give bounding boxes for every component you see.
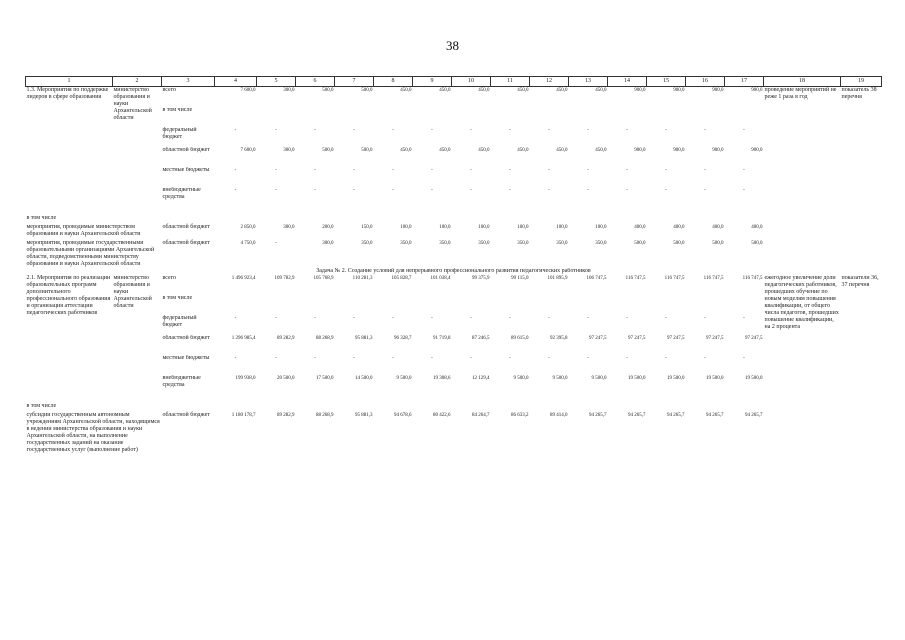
amount-cell: - [392, 316, 394, 321]
amount-cell: 450,0 [439, 148, 451, 153]
amount-cell: 900,0 [634, 148, 646, 153]
amount-cell: - [392, 188, 394, 193]
empty-cell [413, 295, 452, 315]
amount-cell: - [431, 188, 433, 193]
amount-cell: 450,0 [556, 88, 568, 93]
amount-cell: - [234, 356, 237, 361]
sub-event-name: мероприятия, проводимые государственными образовательными организациями Архангельской области, подведомственными министерству образования и науки Архангельской области [26, 240, 155, 267]
amount-cell: - [548, 168, 550, 173]
amount-cell: 1 180 178,7 [231, 413, 256, 418]
amount-cell: 97 247,5 [706, 336, 724, 341]
funding-source: областной бюджет [162, 412, 210, 418]
funding-source: областной бюджет [162, 335, 210, 341]
amount-cell: - [626, 168, 628, 173]
amount-cell: - [743, 356, 745, 361]
column-header-6: 6 [296, 77, 335, 87]
table-row [26, 275, 882, 295]
empty-cell [374, 295, 413, 315]
amount-cell: 300,0 [283, 225, 295, 230]
amount-cell: - [743, 316, 745, 321]
column-header-12: 12 [530, 77, 569, 87]
column-header-17: 17 [725, 77, 764, 87]
amount-cell: 100,0 [439, 225, 451, 230]
table-row [26, 207, 882, 222]
empty-cell [491, 295, 530, 315]
amount-cell: - [626, 356, 628, 361]
amount-cell: 88 268,9 [316, 413, 334, 418]
amount-cell: 350,0 [361, 241, 373, 246]
table-row [26, 395, 882, 410]
amount-cell: 7 600,0 [240, 148, 256, 153]
indicator-ref: показатели 36, 37 перечня [841, 275, 879, 288]
column-header-15: 15 [647, 77, 686, 87]
amount-cell: - [587, 316, 589, 321]
amount-cell: 450,0 [556, 148, 568, 153]
amount-cell: - [509, 188, 511, 193]
amount-cell: - [275, 241, 277, 246]
amount-cell: 150,0 [361, 225, 373, 230]
empty-cell [335, 107, 374, 127]
amount-cell: - [665, 168, 667, 173]
amount-cell: 89 282,9 [277, 336, 295, 341]
empty-cell [374, 107, 413, 127]
amount-cell: - [704, 356, 706, 361]
empty-cell [608, 107, 647, 127]
column-header-7: 7 [335, 77, 374, 87]
column-header-16: 16 [686, 77, 725, 87]
column-header-10: 10 [452, 77, 491, 87]
empty-cell [257, 295, 296, 315]
amount-cell: 450,0 [439, 88, 451, 93]
empty-cell [296, 295, 335, 315]
amount-cell: 900,0 [751, 148, 763, 153]
amount-cell: 99 375,9 [472, 276, 490, 281]
amount-cell: - [548, 316, 550, 321]
amount-cell: 94 265,7 [706, 413, 724, 418]
amount-cell: - [509, 128, 511, 133]
amount-cell: - [704, 168, 706, 173]
amount-cell: - [392, 128, 394, 133]
amount-cell: - [234, 316, 237, 321]
amount-cell: - [314, 168, 316, 173]
amount-cell: - [509, 316, 511, 321]
funding-source: федеральный бюджет [162, 315, 197, 328]
amount-cell: 19 500,0 [706, 376, 724, 381]
amount-cell: 88 268,9 [316, 336, 334, 341]
column-header-1: 1 [26, 77, 113, 87]
table-row [26, 410, 882, 454]
empty-cell [764, 410, 882, 454]
amount-cell: 500,0 [361, 148, 373, 153]
empty-cell [647, 107, 686, 127]
amount-cell: - [353, 168, 355, 173]
amount-cell: 1 496 923,4 [231, 276, 256, 281]
amount-cell: 80 422,6 [433, 413, 451, 418]
amount-cell: - [275, 356, 277, 361]
amount-cell: - [665, 188, 667, 193]
amount-cell: - [431, 128, 433, 133]
table-row [26, 238, 882, 268]
funding-source: федеральный бюджет [162, 127, 197, 140]
column-header-5: 5 [257, 77, 296, 87]
amount-cell: 450,0 [478, 148, 490, 153]
amount-cell: 89 282,9 [277, 413, 295, 418]
amount-cell: - [470, 356, 472, 361]
amount-cell: 95 881,3 [355, 336, 373, 341]
amount-cell: 97 247,5 [667, 336, 685, 341]
column-header-2: 2 [113, 77, 162, 87]
amount-cell: - [431, 356, 433, 361]
column-header-3: 3 [162, 77, 215, 87]
amount-cell: 97 247,5 [745, 336, 763, 341]
amount-cell: 100,0 [595, 225, 607, 230]
amount-cell: 84 264,7 [472, 413, 490, 418]
amount-cell: - [626, 316, 628, 321]
amount-cell: 116 747,5 [742, 276, 763, 281]
amount-cell: - [743, 188, 745, 193]
amount-cell: 109 782,9 [274, 276, 295, 281]
funding-source: местные бюджеты [162, 355, 210, 361]
event-name: 2.1. Мероприятия по реализации образовательных программ дополнительного профессионального образования и организация аттестации педагогических работников [26, 275, 111, 316]
empty-cell [569, 107, 608, 127]
column-header-8: 8 [374, 77, 413, 87]
amount-cell: 350,0 [595, 241, 607, 246]
executor: министерство образования и науки Архангельской области [113, 87, 152, 121]
amount-cell: 300,0 [283, 148, 295, 153]
amount-cell: 900,0 [712, 148, 724, 153]
column-header-row [26, 77, 882, 87]
amount-cell: 1 296 985,4 [231, 336, 256, 341]
amount-cell: 106 747,5 [586, 276, 607, 281]
amount-cell: - [665, 356, 667, 361]
amount-cell: - [353, 356, 355, 361]
empty-cell [452, 295, 491, 315]
amount-cell: 94 265,7 [628, 413, 646, 418]
amount-cell: - [587, 128, 589, 133]
amount-cell: 199 938,0 [235, 376, 256, 381]
amount-cell: 9 500,0 [591, 376, 607, 381]
task-title: Задача № 2. Создание условий для непрерывного профессионального развития педагогических работников [316, 268, 591, 274]
amount-cell: 450,0 [400, 148, 412, 153]
amount-cell: 4 750,0 [240, 241, 256, 246]
amount-cell: 500,0 [322, 148, 334, 153]
empty-cell [530, 107, 569, 127]
event-name: 1.3. Мероприятия по поддержке лидеров в сфере образования [26, 87, 109, 100]
amount-cell: - [314, 356, 316, 361]
empty-cell [725, 295, 764, 315]
amount-cell: - [275, 168, 277, 173]
amount-cell: 900,0 [751, 88, 763, 93]
table-row [26, 268, 882, 275]
amount-cell: - [587, 188, 589, 193]
amount-cell: 500,0 [361, 88, 373, 93]
amount-cell: - [587, 356, 589, 361]
funding-source: всего [162, 275, 177, 281]
empty-cell [530, 295, 569, 315]
empty-cell [725, 107, 764, 127]
amount-cell: 500,0 [634, 241, 646, 246]
amount-cell: - [665, 128, 667, 133]
executor: министерство образования и науки Архангельской области [113, 275, 152, 309]
empty-cell [413, 107, 452, 127]
amount-cell: 91 719,8 [433, 336, 451, 341]
amount-cell: - [234, 188, 237, 193]
amount-cell: - [704, 316, 706, 321]
amount-cell: 900,0 [712, 88, 724, 93]
amount-cell: 100,0 [400, 225, 412, 230]
amount-cell: 450,0 [595, 88, 607, 93]
amount-cell: - [314, 188, 316, 193]
amount-cell: 94 265,7 [745, 413, 763, 418]
amount-cell: - [626, 188, 628, 193]
empty-cell [686, 295, 725, 315]
amount-cell: 19 500,0 [667, 376, 685, 381]
amount-cell: 95 881,3 [355, 413, 373, 418]
column-header-9: 9 [413, 77, 452, 87]
amount-cell: 94 678,6 [394, 413, 412, 418]
including-label: в том числе [26, 215, 57, 221]
amount-cell: 350,0 [517, 241, 529, 246]
amount-cell: - [314, 128, 316, 133]
amount-cell: 350,0 [400, 241, 412, 246]
amount-cell: - [743, 128, 745, 133]
amount-cell: - [587, 168, 589, 173]
amount-cell: 116 747,5 [703, 276, 724, 281]
amount-cell: - [275, 188, 277, 193]
amount-cell: - [509, 356, 511, 361]
program-table [25, 76, 882, 454]
funding-source: местные бюджеты [162, 167, 210, 173]
amount-cell: 94 265,7 [667, 413, 685, 418]
amount-cell: 500,0 [673, 241, 685, 246]
amount-cell: 87 246,5 [472, 336, 490, 341]
amount-cell: 105 828,7 [391, 276, 412, 281]
empty-cell [257, 107, 296, 127]
empty-cell [335, 295, 374, 315]
amount-cell: 116 747,5 [664, 276, 685, 281]
expected-result: проведение мероприятий не реже 1 раза в год [764, 87, 837, 100]
funding-source: в том числе [162, 295, 193, 301]
amount-cell: 100,0 [556, 225, 568, 230]
amount-cell: 12 129,4 [472, 376, 490, 381]
empty-cell [764, 238, 882, 268]
amount-cell: 9 500,0 [552, 376, 568, 381]
amount-cell: 7 600,0 [240, 88, 256, 93]
amount-cell: - [275, 128, 277, 133]
amount-cell: 100,0 [478, 225, 490, 230]
amount-cell: 500,0 [751, 241, 763, 246]
amount-cell: 350,0 [556, 241, 568, 246]
column-header-19: 19 [841, 77, 882, 87]
amount-cell: 900,0 [673, 88, 685, 93]
amount-cell: - [470, 128, 472, 133]
amount-cell: - [548, 356, 550, 361]
amount-cell: 19 308,6 [433, 376, 451, 381]
amount-cell: 105 768,9 [313, 276, 334, 281]
amount-cell: - [392, 356, 394, 361]
amount-cell: 89 615,0 [511, 336, 529, 341]
amount-cell: - [626, 128, 628, 133]
funding-source: внебюджетные средства [162, 187, 201, 200]
amount-cell: - [704, 188, 706, 193]
sub-event-name: мероприятия, проводимые министерством образования и науки Архангельской области [26, 224, 141, 237]
amount-cell: - [234, 168, 237, 173]
funding-source: областной бюджет [162, 224, 210, 230]
empty-cell [764, 222, 882, 238]
amount-cell: 92 395,8 [550, 336, 568, 341]
amount-cell: 86 633,2 [511, 413, 529, 418]
amount-cell: 116 747,5 [625, 276, 646, 281]
empty-cell [608, 295, 647, 315]
amount-cell: - [353, 316, 355, 321]
funding-source: внебюджетные средства [162, 375, 201, 388]
amount-cell: 450,0 [517, 148, 529, 153]
empty-cell [569, 295, 608, 315]
amount-cell: - [470, 188, 472, 193]
empty-cell [647, 295, 686, 315]
column-header-18: 18 [764, 77, 841, 87]
funding-source: всего [162, 87, 177, 93]
amount-cell: 400,0 [712, 225, 724, 230]
amount-cell: - [470, 168, 472, 173]
amount-cell: 450,0 [517, 88, 529, 93]
sub-event-name: субсидии государственным автономным учреждениям Архангельской области, находящимся в ведении министерства образования и науки Архангельской области, на выполнение государственных заданий на оказание государственных услуг (выполнение работ) [26, 412, 160, 453]
page-number: 38 [446, 38, 459, 53]
amount-cell: 9 500,0 [513, 376, 529, 381]
amount-cell: - [665, 316, 667, 321]
amount-cell: 300,0 [322, 241, 334, 246]
amount-cell: 89 414,0 [550, 413, 568, 418]
column-header-13: 13 [569, 77, 608, 87]
amount-cell: - [509, 168, 511, 173]
amount-cell: - [392, 168, 394, 173]
amount-cell: - [275, 316, 277, 321]
empty-cell [491, 107, 530, 127]
table-body [26, 87, 882, 455]
amount-cell: 20 500,0 [277, 376, 295, 381]
amount-cell: 500,0 [322, 88, 334, 93]
column-header-11: 11 [491, 77, 530, 87]
amount-cell: - [234, 128, 237, 133]
amount-cell: 900,0 [634, 88, 646, 93]
column-header-14: 14 [608, 77, 647, 87]
amount-cell: 450,0 [478, 88, 490, 93]
column-header-4: 4 [215, 77, 257, 87]
amount-cell: 450,0 [595, 148, 607, 153]
amount-cell: 97 247,5 [628, 336, 646, 341]
amount-cell: - [353, 128, 355, 133]
amount-cell: - [431, 168, 433, 173]
amount-cell: 400,0 [634, 225, 646, 230]
amount-cell: - [470, 316, 472, 321]
empty-cell [452, 107, 491, 127]
amount-cell: - [548, 128, 550, 133]
amount-cell: 99 115,0 [511, 276, 529, 281]
amount-cell: 400,0 [673, 225, 685, 230]
amount-cell: 900,0 [673, 148, 685, 153]
empty-cell [686, 107, 725, 127]
funding-source: областной бюджет [162, 147, 210, 153]
amount-cell: - [548, 188, 550, 193]
amount-cell: 350,0 [478, 241, 490, 246]
funding-source: в том числе [162, 107, 193, 113]
empty-cell [215, 107, 257, 127]
amount-cell: 97 247,5 [589, 336, 607, 341]
empty-cell [296, 107, 335, 127]
amount-cell: 110 281,3 [352, 276, 373, 281]
amount-cell: 100,0 [517, 225, 529, 230]
amount-cell: - [743, 168, 745, 173]
amount-cell: 9 500,0 [396, 376, 412, 381]
table-row [26, 87, 882, 108]
amount-cell: 500,0 [712, 241, 724, 246]
amount-cell: 200,0 [322, 225, 334, 230]
empty-cell [215, 295, 257, 315]
indicator-ref: показатель 38 перечня [841, 87, 877, 100]
amount-cell: 2 850,0 [240, 225, 256, 230]
amount-cell: 300,0 [283, 88, 295, 93]
including-label: в том числе [26, 403, 57, 409]
amount-cell: 17 500,0 [316, 376, 334, 381]
amount-cell: 350,0 [439, 241, 451, 246]
amount-cell: - [314, 316, 316, 321]
amount-cell: 14 500,0 [355, 376, 373, 381]
funding-source: областной бюджет [162, 240, 210, 246]
amount-cell: - [431, 316, 433, 321]
amount-cell: 19 500,0 [628, 376, 646, 381]
amount-cell: 400,0 [751, 225, 763, 230]
amount-cell: - [353, 188, 355, 193]
amount-cell: 94 265,7 [589, 413, 607, 418]
table-row [26, 222, 882, 238]
amount-cell: - [704, 128, 706, 133]
amount-cell: 101 895,9 [547, 276, 568, 281]
expected-result: ежегодное увеличение доли педагогических работников, прошедших обучение по новым моделям повышения квалификации, от общего числа педагогов, прошедших повышение квалификации, на 2 процента [764, 275, 839, 330]
amount-cell: 101 038,4 [430, 276, 451, 281]
amount-cell: 19 500,0 [745, 376, 763, 381]
amount-cell: 96 328,7 [394, 336, 412, 341]
amount-cell: 450,0 [400, 88, 412, 93]
